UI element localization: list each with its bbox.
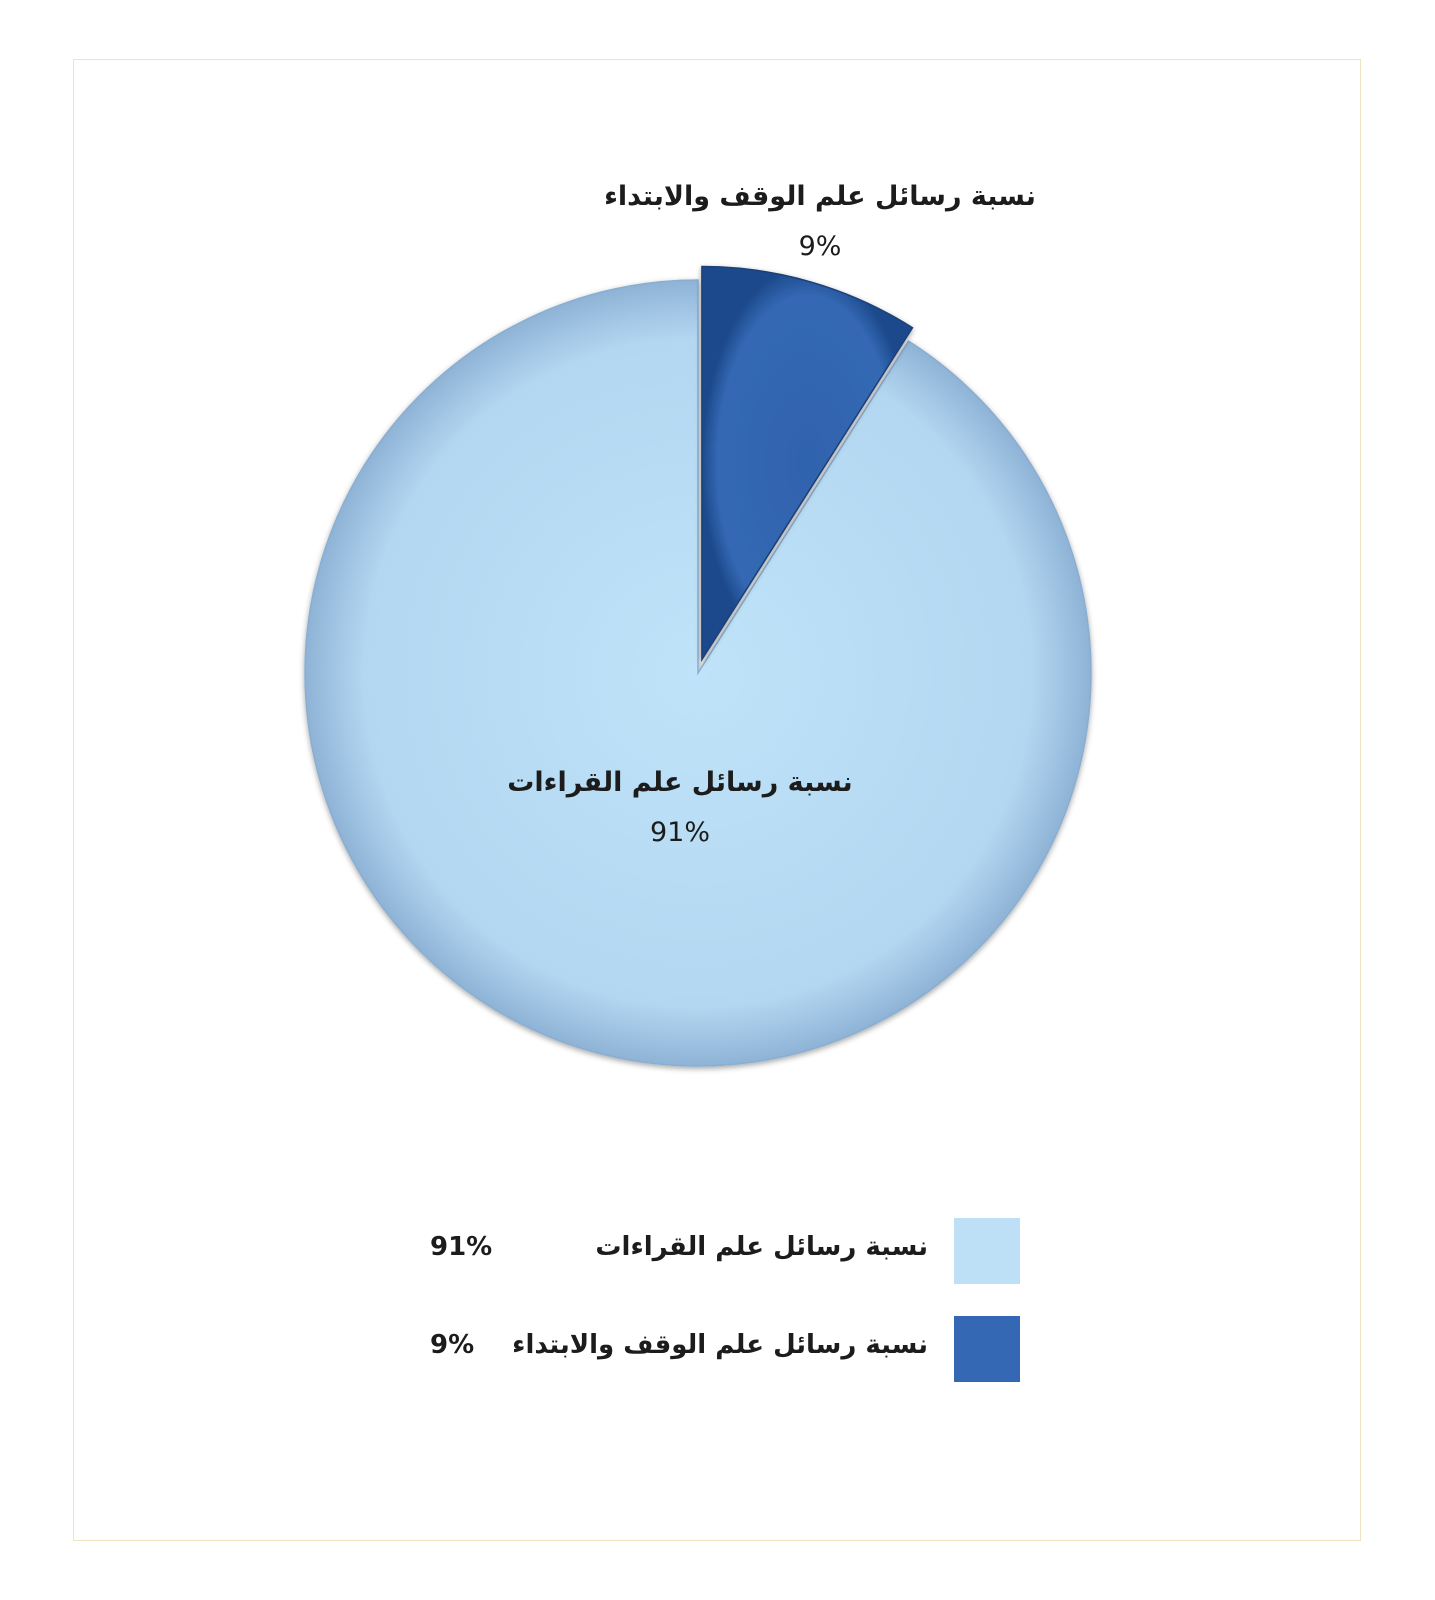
pie-slice-readings bbox=[305, 280, 1091, 1066]
legend-value-waqf: 9% bbox=[430, 1330, 475, 1360]
slice-label-readings-name: نسبة رسائل علم القراءات bbox=[507, 767, 853, 798]
slice-label-readings-value: 91% bbox=[649, 817, 710, 848]
legend-value-readings: 91% bbox=[430, 1232, 493, 1262]
legend-swatch-readings bbox=[954, 1218, 1020, 1284]
legend-entry-waqf bbox=[400, 1316, 1020, 1384]
slice-label-waqf-value: 9% bbox=[798, 231, 842, 262]
legend-swatch-waqf bbox=[954, 1316, 1020, 1382]
slice-label-waqf bbox=[560, 172, 1080, 272]
legend-label-readings: نسبة رسائل علم القراءات bbox=[595, 1232, 928, 1262]
legend-label-waqf: نسبة رسائل علم الوقف والابتداء bbox=[512, 1330, 928, 1360]
slice-label-waqf-name: نسبة رسائل علم الوقف والابتداء bbox=[604, 181, 1036, 212]
chart-legend bbox=[400, 1218, 1020, 1414]
legend-entry-readings bbox=[400, 1218, 1020, 1286]
slice-label-readings bbox=[480, 758, 880, 858]
